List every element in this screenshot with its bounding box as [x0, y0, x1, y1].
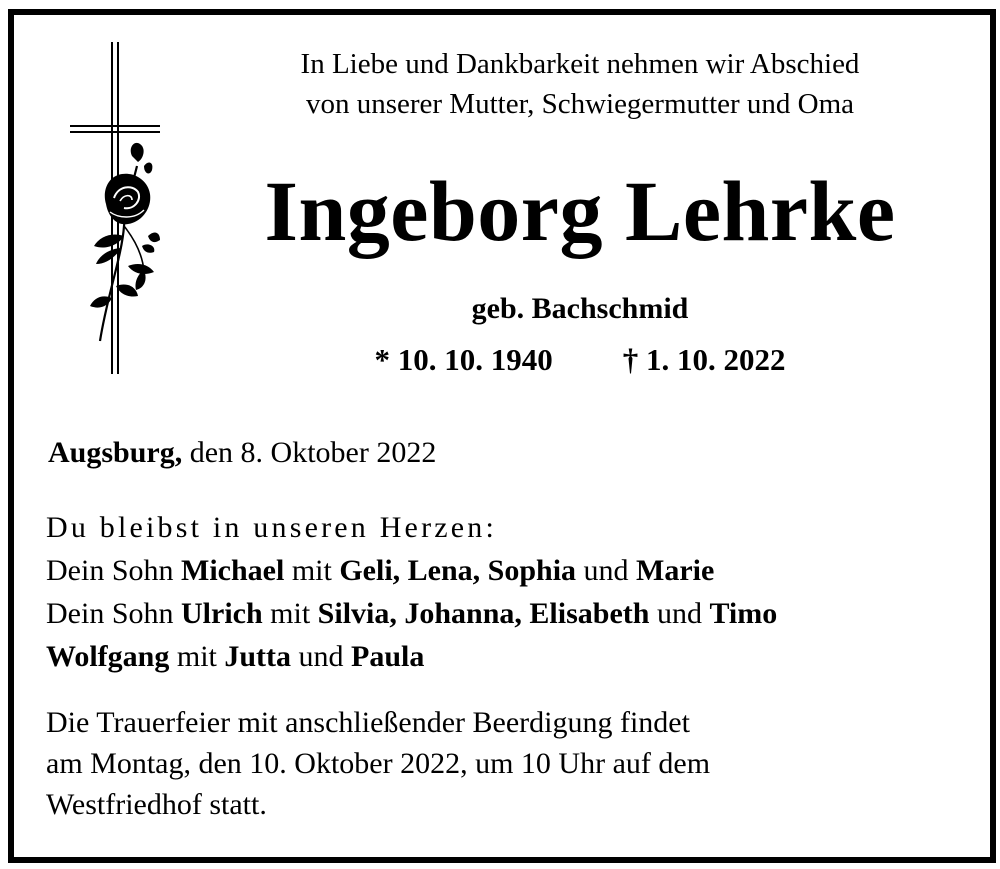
life-dates — [190, 342, 970, 378]
family-connector: Dein Sohn — [46, 554, 181, 587]
family-name: Paula — [351, 640, 425, 673]
family-name: Geli, Lena, Sophia — [339, 554, 577, 587]
intro-line-2: von unserer Mutter, Schwiegermutter und Oma — [305, 88, 855, 120]
family-connector: mit — [262, 597, 318, 630]
family-name: Marie — [636, 554, 715, 587]
family-name: Michael — [181, 554, 285, 587]
ceremony-info — [46, 702, 946, 825]
family-name: Wolfgang — [46, 640, 170, 673]
birth-date: * 10. 10. 1940 — [374, 342, 553, 377]
family-rows — [46, 549, 777, 678]
cross-with-rose-icon — [62, 36, 172, 381]
ceremony-line-2: am Montag, den 10. Oktober 2022, um 10 Uhr auf dem — [46, 747, 711, 780]
family-connector: und — [576, 554, 637, 587]
family-name: Jutta — [224, 640, 292, 673]
place-and-date — [48, 436, 436, 470]
family-name: Ulrich — [181, 597, 263, 630]
family-section — [46, 506, 777, 678]
family-connector: und — [649, 597, 710, 630]
intro-line-1: In Liebe und Dankbarkeit nehmen wir Abschied — [300, 48, 860, 80]
birth-name: geb. Bachschmid — [471, 292, 689, 325]
family-connector: und — [291, 640, 352, 673]
family-row — [46, 592, 777, 635]
family-connector: Dein Sohn — [46, 597, 181, 630]
place: Augsburg, — [48, 436, 183, 469]
family-heading: Du bleibst in unseren Herzen: — [46, 511, 498, 544]
ceremony-line-3: Westfriedhof statt. — [46, 788, 267, 821]
family-name: Silvia, Johanna, Elisabeth — [317, 597, 650, 630]
family-connector: mit — [169, 640, 225, 673]
family-row — [46, 549, 777, 592]
death-date: † 1. 10. 2022 — [622, 342, 786, 377]
deceased-name: Ingeborg Lehrke — [264, 163, 896, 259]
date: den 8. Oktober 2022 — [189, 436, 437, 469]
intro-text — [190, 44, 970, 124]
family-connector: mit — [284, 554, 340, 587]
family-row — [46, 635, 777, 678]
family-name: Timo — [709, 597, 778, 630]
ceremony-line-1: Die Trauerfeier mit anschließender Beerdigung findet — [46, 706, 690, 739]
